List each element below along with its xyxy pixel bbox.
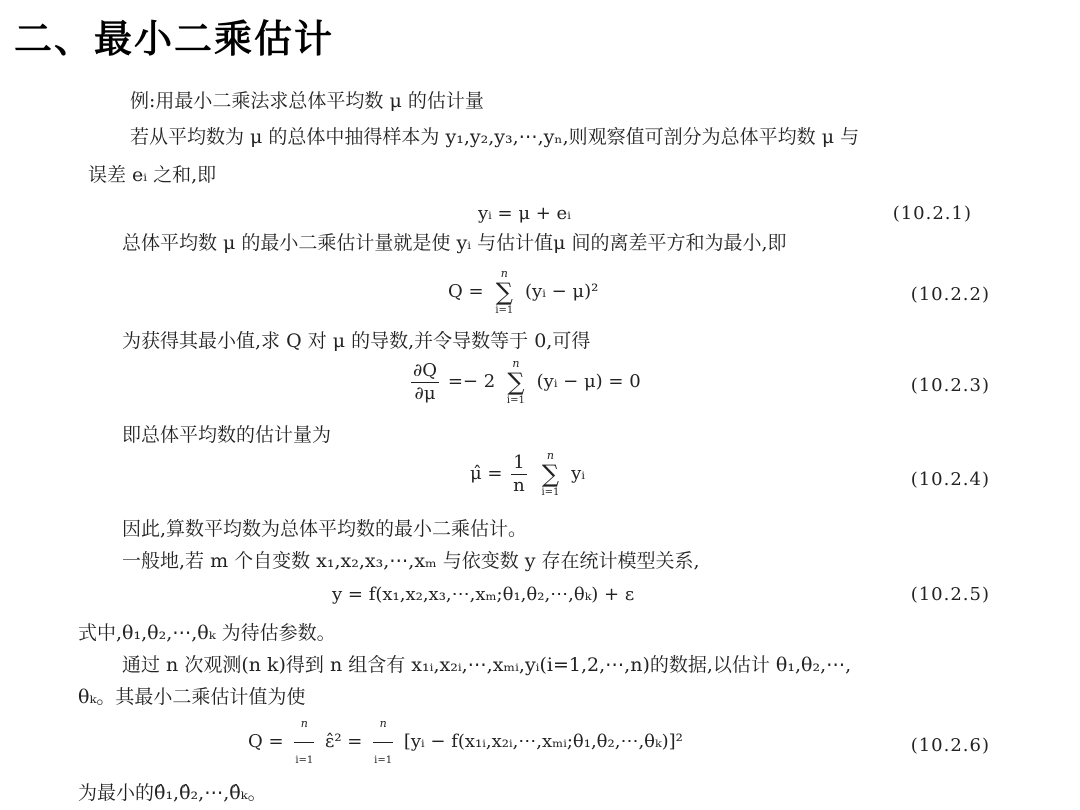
sum-symbol-2 [370, 718, 396, 766]
equation-3-mid: =− 2 [447, 371, 496, 392]
equation-6-lhs: Q = [248, 731, 284, 752]
equation-number-4: (10.2.4) [910, 469, 990, 490]
fraction-numerator: ∂Q [413, 359, 438, 381]
equation-number-2: (10.2.2) [910, 284, 990, 305]
sum-lower: i=1 [295, 755, 314, 766]
sum-upper: n [546, 449, 554, 462]
equation-number-5: (10.2.5) [910, 584, 990, 605]
paragraph-6: 一般地,若 m 个自变数 x₁,x₂,x₃,⋯,xₘ 与依变数 y 存在统计模型关系, [122, 550, 700, 572]
sum-symbol: n ∑ i=1 [503, 358, 529, 406]
sum-symbol: n ∑ i=1 [537, 450, 563, 498]
equation-10-2-2 [448, 268, 598, 316]
equation-2-lhs: Q = [448, 281, 484, 302]
paragraph-8b: θₖ。其最小二乘估计值为使 [78, 686, 306, 708]
one-over-n-fraction [511, 452, 526, 497]
sum-symbol-1 [291, 718, 317, 766]
fraction-denominator: n [513, 474, 525, 496]
equation-10-2-4 [470, 450, 585, 498]
paragraph-3: 为获得其最小值,求 Q 对 μ 的导数,并令导数等于 0,可得 [122, 330, 591, 352]
equation-number-6: (10.2.6) [910, 735, 990, 756]
equation-10-2-3 [408, 358, 641, 406]
equation-4-lhs: μ̂ = [470, 463, 503, 484]
equation-10-2-6 [248, 718, 683, 766]
sum-upper: n [500, 267, 508, 280]
sum-lower: i=1 [541, 487, 560, 498]
sum-symbol: n ∑ i=1 [491, 268, 517, 316]
paragraph-7: 式中,θ₁,θ₂,⋯,θₖ 为待估参数。 [78, 622, 336, 644]
sum-upper: n [379, 717, 387, 730]
sum-upper: n [300, 717, 308, 730]
paragraph-9: 为最小的θ̂₁,θ̂₂,⋯,θ̂ₖ。 [78, 782, 267, 804]
example-line: 例:用最小二乘法求总体平均数 μ 的估计量 [130, 90, 484, 112]
equation-3-rhs: (yᵢ − μ) = 0 [536, 371, 641, 392]
equation-6-rhs: [yᵢ − f(x₁ᵢ,x₂ᵢ,⋯,xₘᵢ;θ₁,θ₂,⋯,θₖ)]² [403, 731, 683, 752]
paragraph-1a: 若从平均数为 μ 的总体中抽得样本为 y₁,y₂,y₃,⋯,yₙ,则观察值可剖分为总体平均数 μ 与 [130, 126, 860, 148]
paragraph-4: 即总体平均数的估计量为 [122, 424, 332, 446]
fraction-denominator: ∂μ [414, 382, 436, 404]
paragraph-8a: 通过 n 次观测(n k)得到 n 组含有 x₁ᵢ,x₂ᵢ,⋯,xₘᵢ,yᵢ(i=1,2,⋯,n)的数据,以估计 θ₁,θ₂,⋯, [122, 654, 852, 676]
equation-number-1: (10.2.1) [892, 203, 972, 224]
equation-2-rhs: (yᵢ − μ)² [525, 281, 599, 302]
equation-number-3: (10.2.3) [910, 375, 990, 396]
sum-lower: i=1 [374, 755, 393, 766]
equation-4-rhs: yᵢ [571, 463, 585, 484]
paragraph-1b: 误差 eᵢ 之和,即 [88, 164, 217, 186]
equation-1-body: yᵢ = μ + eᵢ [478, 203, 571, 224]
derivative-fraction [411, 360, 439, 405]
paragraph-2: 总体平均数 μ 的最小二乘估计量就是使 yᵢ 与估计值μ 间的离差平方和为最小,即 [122, 232, 787, 254]
page-title: 二、最小二乘估计 [14, 17, 335, 61]
equation-10-2-5: y = f(x₁,x₂,x₃,⋯,xₘ;θ₁,θ₂,⋯,θₖ) + ε [332, 584, 635, 605]
equation-6-mid: ε̂² = [325, 731, 363, 752]
sum-lower: i=1 [506, 395, 525, 406]
fraction-numerator: 1 [513, 451, 525, 473]
sum-lower: i=1 [495, 305, 514, 316]
paragraph-5: 因此,算数平均数为总体平均数的最小二乘估计。 [122, 518, 528, 540]
equation-10-2-1 [478, 203, 571, 224]
sum-upper: n [512, 357, 520, 370]
